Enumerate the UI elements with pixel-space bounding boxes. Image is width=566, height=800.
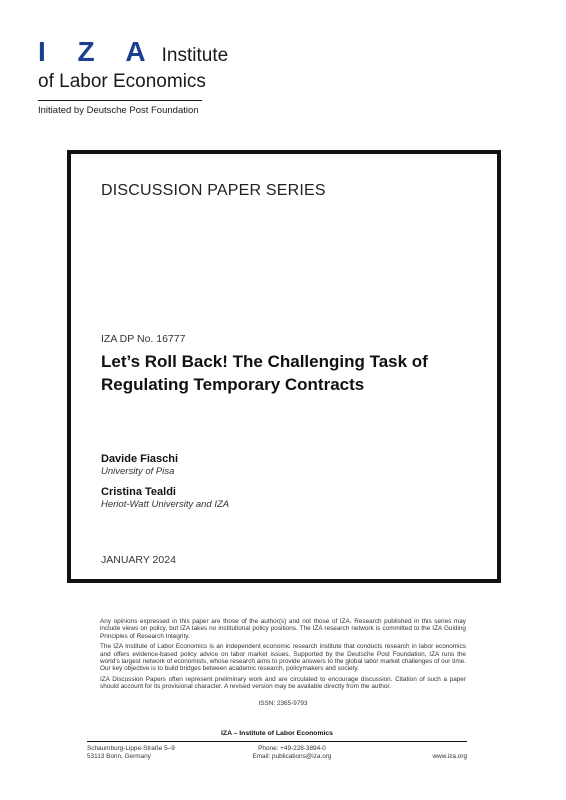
logo-divider [38, 100, 202, 101]
disclaimer [100, 618, 466, 694]
disclaimer-paragraph: The IZA Institute of Labor Economics is an independent economic research institute that conducts research in labor economics and offers evidence-based policy advice on labor market issues. Supported by the Deutsche Post Foundation, IZA runs the world’s largest network of economists, whose research aims to provide answers to the global labor market challenges of our time. Our key objective is to build bridges between academic research, policymakers and society. [100, 643, 466, 673]
author-affiliation: Heriot-Watt University and IZA [101, 499, 230, 510]
email-link[interactable]: Email: publications@iza.org [252, 752, 332, 760]
footer-contact [217, 745, 367, 760]
disclaimer-paragraph: Any opinions expressed in this paper are those of the author(s) and not those of IZA. Research published in this series may include views on policy, but IZA takes no institutional policy positions. The IZA research network is committed to the IZA Guiding Principles of Research Integrity. [100, 618, 466, 640]
address-line: Schaumburg-Lippe-Straße 5–9 [87, 745, 175, 752]
logo-subtitle: of Labor Economics [38, 71, 206, 92]
footer-divider [87, 741, 467, 742]
address-line: 53113 Bonn, Germany [87, 752, 151, 760]
dp-number: IZA DP No. 16777 [101, 333, 186, 345]
website-link[interactable]: www.iza.org [432, 752, 467, 760]
cover-frame [67, 150, 501, 583]
author-name: Cristina Tealdi [101, 486, 176, 498]
author-list [101, 453, 229, 519]
phone: Phone: +49-228-3894-0 [258, 745, 326, 752]
logo-letters: I Z A [38, 36, 158, 67]
logo-top-line [38, 38, 228, 70]
author-affiliation: University of Pisa [101, 466, 175, 477]
paper-title: Let’s Roll Back! The Challenging Task of Regulating Temporary Contracts [101, 352, 428, 394]
footer [87, 730, 467, 760]
iza-logo [38, 38, 228, 116]
footer-address [87, 745, 217, 760]
footer-website [367, 745, 467, 760]
author-name: Davide Fiaschi [101, 453, 179, 465]
publication-date: JANUARY 2024 [101, 554, 176, 566]
initiated-by: Initiated by Deutsche Post Foundation [38, 105, 199, 116]
footer-title: IZA – Institute of Labor Economics [221, 730, 333, 737]
logo-institute: Institute [161, 45, 229, 66]
disclaimer-paragraph: IZA Discussion Papers often represent preliminary work and are circulated to encourage discussion. Citation of such a paper should account for its provisional character. A revised version may be available directly from the author. [100, 675, 466, 691]
issn: ISSN: 2365-9793 [258, 700, 308, 707]
footer-columns [87, 745, 467, 760]
series-title: DISCUSSION PAPER SERIES [101, 182, 326, 199]
